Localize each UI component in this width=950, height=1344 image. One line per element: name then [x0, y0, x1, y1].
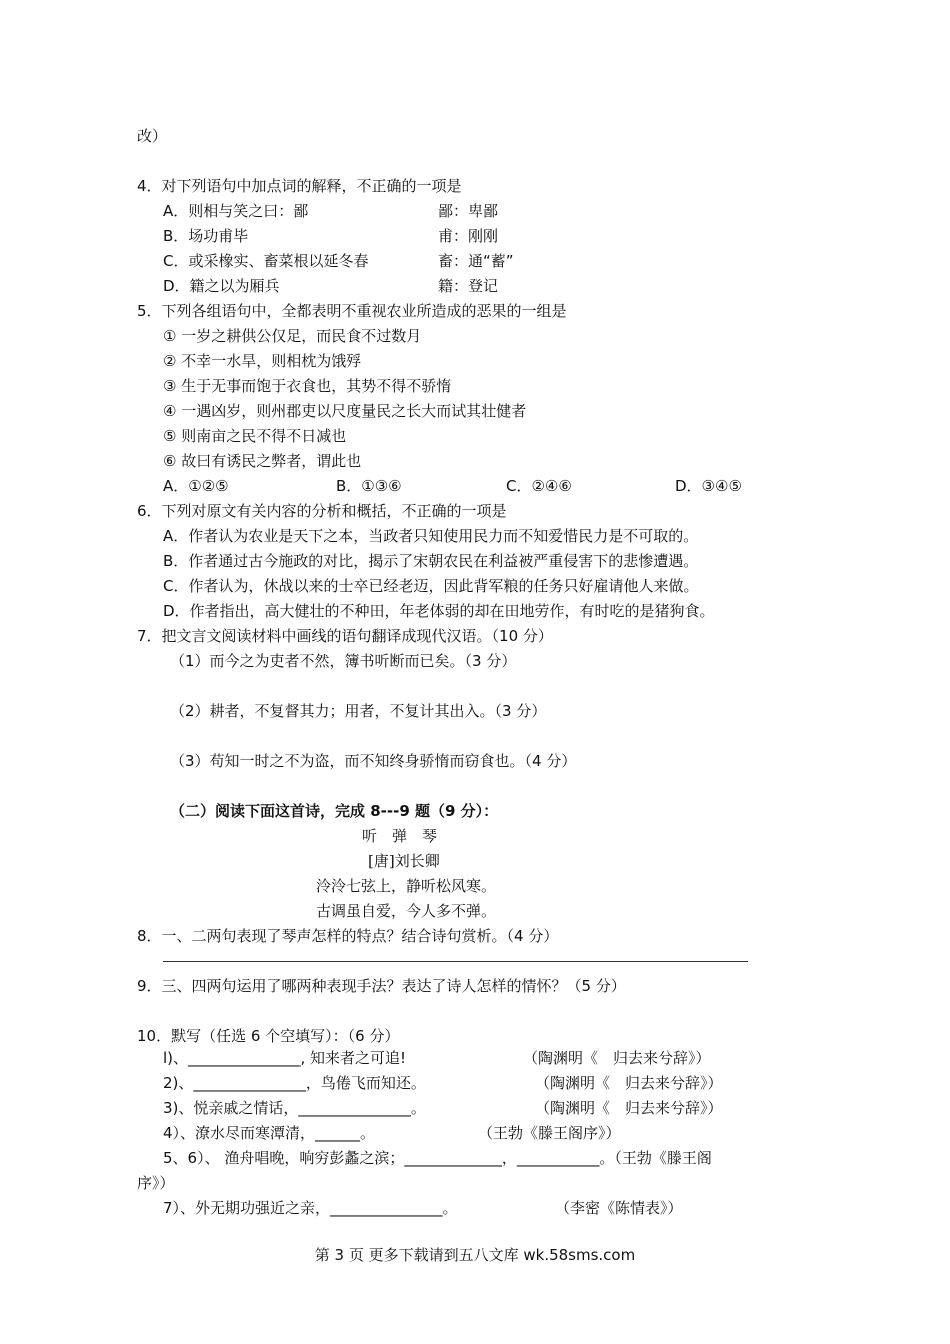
- q10-line-3: 3)、悦亲戚之情话，_______________。: [163, 1099, 426, 1117]
- poem-title: 听 弹 琴: [362, 827, 438, 845]
- q4-option-a-gloss: 鄙：卑鄙: [438, 202, 499, 220]
- q10-line-7: 7）、外无期功强近之亲，_______________。: [163, 1199, 458, 1217]
- q5-item: ④ 一遇凶岁，则州郡吏以尺度量民之长大而试其壮健者: [163, 402, 527, 420]
- q4-option-a: A．则相与笑之曰：鄙: [163, 202, 309, 220]
- page-footer: 第 3 页 更多下载请到五八文库 wk.58sms.com: [314, 1246, 636, 1264]
- q7-item-3: （3）苟知一时之不为盗，而不知终身骄惰而窃食也。（4 分）: [170, 752, 577, 770]
- poem-author: [唐]刘长卿: [368, 852, 440, 870]
- q7-item-2: （2）耕者，不复督其力；用者，不复计其出入。（3 分）: [170, 702, 547, 720]
- q5-choice-a: A．①②⑤: [163, 477, 229, 495]
- page-fragment: 改）: [137, 127, 168, 145]
- q5-item: ③ 生于无事而饱于衣食也，其势不得不骄惰: [163, 377, 452, 395]
- question-6-stem: 6．下列对原文有关内容的分析和概括，不正确的一项是: [137, 502, 507, 520]
- q6-option-c: C．作者认为，休战以来的士卒已经老迈，因此背军粮的任务只好雇请他人来做。: [163, 577, 699, 595]
- question-4-stem: 4．对下列语句中加点词的解释，不正确的一项是: [137, 177, 462, 195]
- q5-item: ⑤ 则南亩之民不得不日减也: [163, 427, 347, 445]
- q10-line-3-source: （陶渊明《 归去来兮辞》）: [535, 1099, 723, 1117]
- q10-line-2-source: （陶渊明《 归去来兮辞》）: [535, 1074, 723, 1092]
- q10-line-4-source: （王勃《滕王阁序》）: [478, 1124, 621, 1142]
- q5-choice-b: B．①③⑥: [336, 477, 402, 495]
- question-5-stem: 5．下列各组语句中，全都表明不重视农业所造成的恶果的一组是: [137, 302, 567, 320]
- q10-line-5-6: 5、6）、 渔舟唱晚，响穷彭蠡之滨；_____________，___________。（王勃《滕王阁: [163, 1149, 712, 1167]
- q4-option-d-gloss: 籍：登记: [438, 277, 499, 295]
- q4-option-b-gloss: 甫：刚刚: [438, 227, 499, 245]
- q5-choice-c: C．②④⑥: [506, 477, 572, 495]
- q6-option-a: A．作者认为农业是天下之本，当政者只知使用民力而不知爱惜民力是不可取的。: [163, 527, 699, 545]
- q5-item: ① 一岁之耕供公仅足，而民食不过数月: [163, 327, 422, 345]
- q4-option-c-gloss: 畜：通“蓄”: [438, 252, 514, 270]
- q5-item: ② 不幸一水旱，则相枕为饿殍: [163, 352, 362, 370]
- question-7-stem: 7．把文言文阅读材料中画线的语句翻译成现代汉语。（10 分）: [137, 627, 553, 645]
- answer-line: [163, 961, 748, 962]
- question-8-stem: 8．一、二两句表现了琴声怎样的特点？结合诗句赏析。（4 分）: [137, 927, 559, 945]
- question-9-stem: 9．三、四两句运用了哪两种表现手法？表达了诗人怎样的情怀？（5 分）: [137, 977, 626, 995]
- q6-option-d: D．作者指出，高大健壮的不种田，年老体弱的却在田地劳作，有时吃的是猪狗食。: [163, 602, 715, 620]
- q4-option-d: D．籍之以为厢兵: [163, 277, 280, 295]
- q6-option-b: B．作者通过古今施政的对比，揭示了宋朝农民在利益被严重侵害下的悲惨遭遇。: [163, 552, 699, 570]
- section-2-heading: （二）阅读下面这首诗，完成 8---9 题（9 分）：: [170, 802, 499, 820]
- q4-option-c: C．或采橡实、畜菜根以延冬春: [163, 252, 369, 270]
- poem-line-1: 泠泠七弦上，静听松风寒。: [316, 877, 497, 895]
- poem-line-2: 古调虽自爱，今人多不弹。: [316, 902, 497, 920]
- q10-line-2: 2)、_______________，鸟倦飞而知还。: [163, 1074, 426, 1092]
- q5-item: ⑥ 故曰有诱民之弊者，谓此也: [163, 452, 362, 470]
- question-10-stem: 10．默写（任选 6 个空填写）：（6 分）: [137, 1027, 400, 1045]
- q10-line-1: l)、_______________, 知来者之可追!: [163, 1049, 407, 1067]
- q10-line-7-source: （李密《陈情表》）: [555, 1199, 683, 1217]
- q10-line-1-source: （陶渊明《 归去来兮辞》）: [523, 1049, 711, 1067]
- q7-item-1: （1）而今之为吏者不然，簿书听断而已矣。（3 分）: [170, 652, 517, 670]
- q4-option-b: B．场功甫毕: [163, 227, 249, 245]
- q10-line-5-6-cont: 序》）: [137, 1174, 175, 1192]
- q5-choice-d: D．③④⑤: [675, 477, 742, 495]
- q10-line-4: 4）、潦水尽而寒潭清，______。: [163, 1124, 376, 1142]
